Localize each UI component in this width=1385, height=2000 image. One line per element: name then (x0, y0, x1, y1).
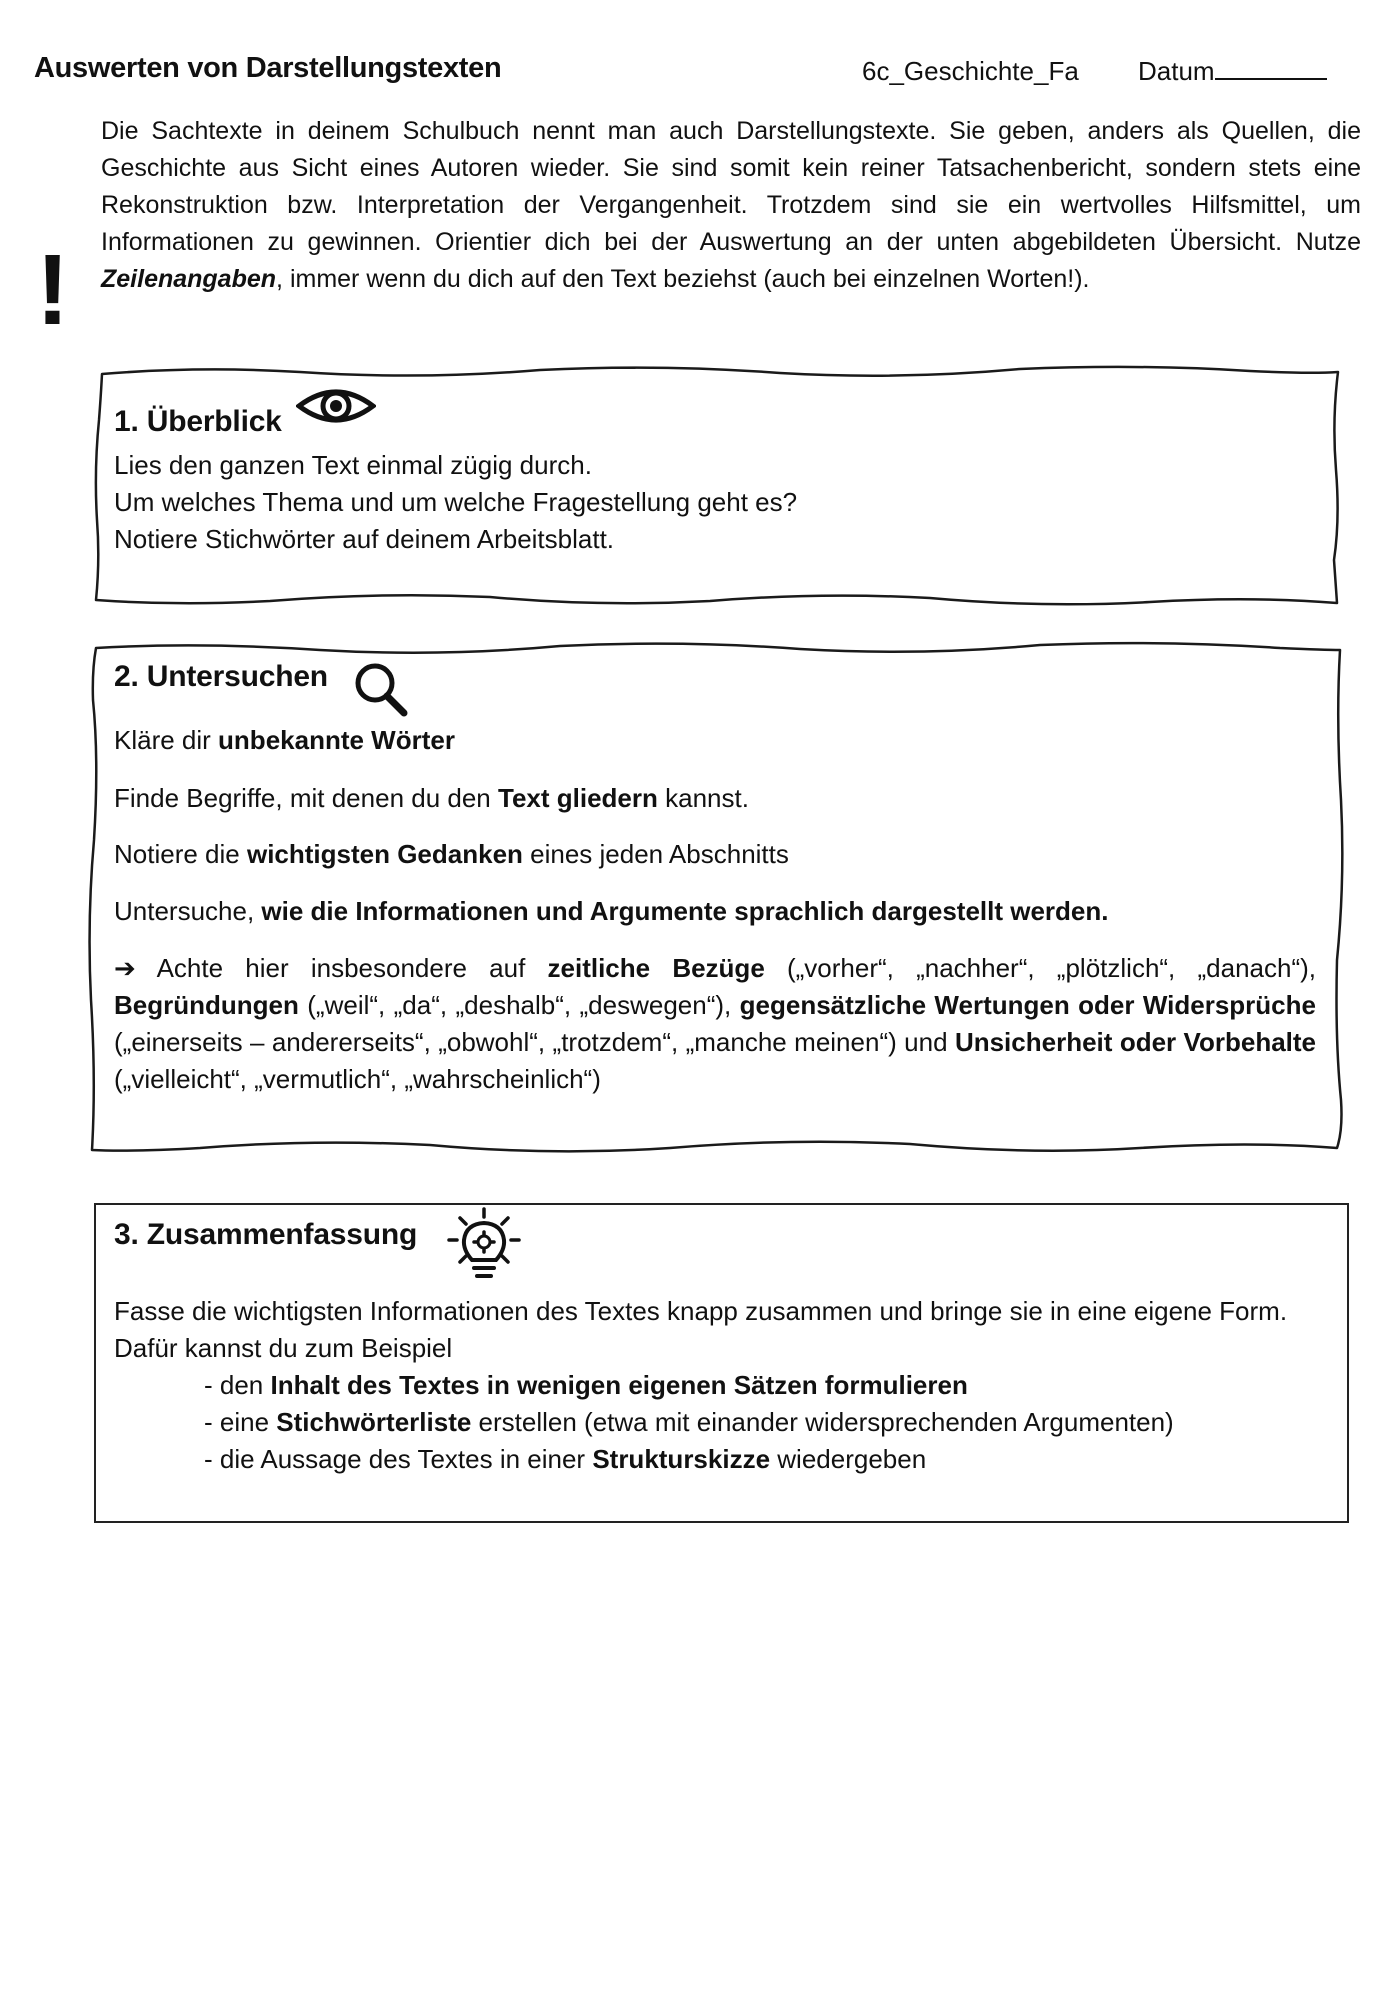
text: erstellen (etwa mit einander widersprechenden Argumenten) (471, 1407, 1174, 1437)
section2-heading: 2. Untersuchen (114, 660, 328, 693)
text: - eine (204, 1407, 277, 1437)
magnifier-icon (352, 660, 410, 718)
list-item (204, 1404, 1174, 1441)
exclamation-mark: ! (36, 234, 70, 346)
section1-line: Notiere Stichwörter auf deinem Arbeitsblatt. (114, 524, 615, 554)
bold-text: Inhalt des Textes in wenigen eigenen Sätzen formulieren (270, 1370, 968, 1400)
intro-emphasis: Zeilenangaben (101, 265, 277, 293)
section3-heading: 3. Zusammenfassung (114, 1218, 418, 1251)
text: („weil“, „da“, „deshalb“, „deswegen“), (298, 990, 740, 1020)
class-label: 6c_Geschichte_Fa (862, 56, 1079, 86)
bold-text: wie die Informationen und Argumente sprachlich dargestellt werden. (261, 896, 1109, 926)
bold-text: wichtigsten Gedanken (246, 839, 523, 869)
bold-text: Unsicherheit oder Vorbehalte (954, 1027, 1316, 1057)
intro-paragraph (101, 113, 1361, 298)
bold-text: gegensätzliche Wertungen oder Widersprüche (739, 990, 1316, 1020)
section1-heading: 1. Überblick (114, 405, 282, 438)
text: wiedergeben (770, 1444, 927, 1474)
lightbulb-icon (446, 1206, 522, 1286)
intro-text-part1: Die Sachtexte in deinem Schulbuch nennt man auch Darstellungstexte. Sie geben, anders als Quellen, die Geschichte aus Sicht eines Autoren wieder. Sie sind somit kein reiner Tatsachenbericht, sondern stets eine Rekonstruktion bzw. Interpretation der Vergangenheit. Trotzdem sind sie ein wertvolles Hilfsmittel, um Informationen zu gewinnen. Orientier dich bei der Auswertung an der unten abgebildeten Übersicht. Nutze (101, 117, 1361, 256)
section2-note (114, 950, 1316, 1098)
text: („vielleicht“, „vermutlich“, „wahrscheinlich“) (114, 1064, 601, 1094)
text: Kläre dir (114, 725, 219, 755)
arrow-icon: ➔ (114, 953, 136, 983)
list-item (204, 1441, 1174, 1478)
bold-text: Text gliedern (498, 783, 658, 813)
section2-item-main-ideas (114, 836, 1314, 873)
section3-list (204, 1367, 1174, 1478)
intro-text-part2: , immer wenn du dich auf den Text beziehst (auch bei einzelnen Worten!). (276, 265, 1090, 293)
section2-item-unknown-words (114, 722, 1314, 759)
date-blank-line (1215, 76, 1327, 80)
text: Finde Begriffe, mit denen du den (114, 783, 498, 813)
text: eines jeden Abschnitts (522, 839, 789, 869)
section1-line: Lies den ganzen Text einmal zügig durch. (114, 450, 592, 480)
bold-text: unbekannte Wörter (218, 725, 455, 755)
list-item (204, 1367, 1174, 1404)
text: Untersuche, (114, 896, 262, 926)
text: Achte hier insbesondere auf (135, 953, 548, 983)
bold-text: Begründungen (114, 990, 299, 1020)
section1-line: Um welches Thema und um welche Fragestellung geht es? (114, 487, 798, 517)
text: („einerseits – andererseits“, „obwohl“, „trotzdem“, „manche meinen“) und (114, 1027, 955, 1057)
text: kannst. (657, 783, 749, 813)
bold-text: Stichwörterliste (276, 1407, 472, 1437)
section1-body (114, 447, 1304, 558)
text: („vorher“, „nachher“, „plötzlich“, „danach“), (764, 953, 1316, 983)
section2-item-language (114, 893, 1314, 930)
bold-text: zeitliche Bezüge (547, 953, 765, 983)
date-label: Datum (1138, 56, 1215, 86)
bold-text: Strukturskizze (592, 1444, 771, 1474)
section2-item-structure (114, 780, 1314, 817)
text: - die Aussage des Textes in einer (204, 1444, 593, 1474)
text: - den (204, 1370, 271, 1400)
text: Notiere die (114, 839, 247, 869)
worksheet-title: Auswerten von Darstellungstexten (34, 52, 502, 84)
section3-intro: Fasse die wichtigsten Informationen des Textes knapp zusammen und bringe sie in eine eigene Form. Dafür kannst du zum Beispiel (114, 1296, 1288, 1363)
date-field (1138, 56, 1327, 87)
eye-icon (296, 384, 376, 428)
